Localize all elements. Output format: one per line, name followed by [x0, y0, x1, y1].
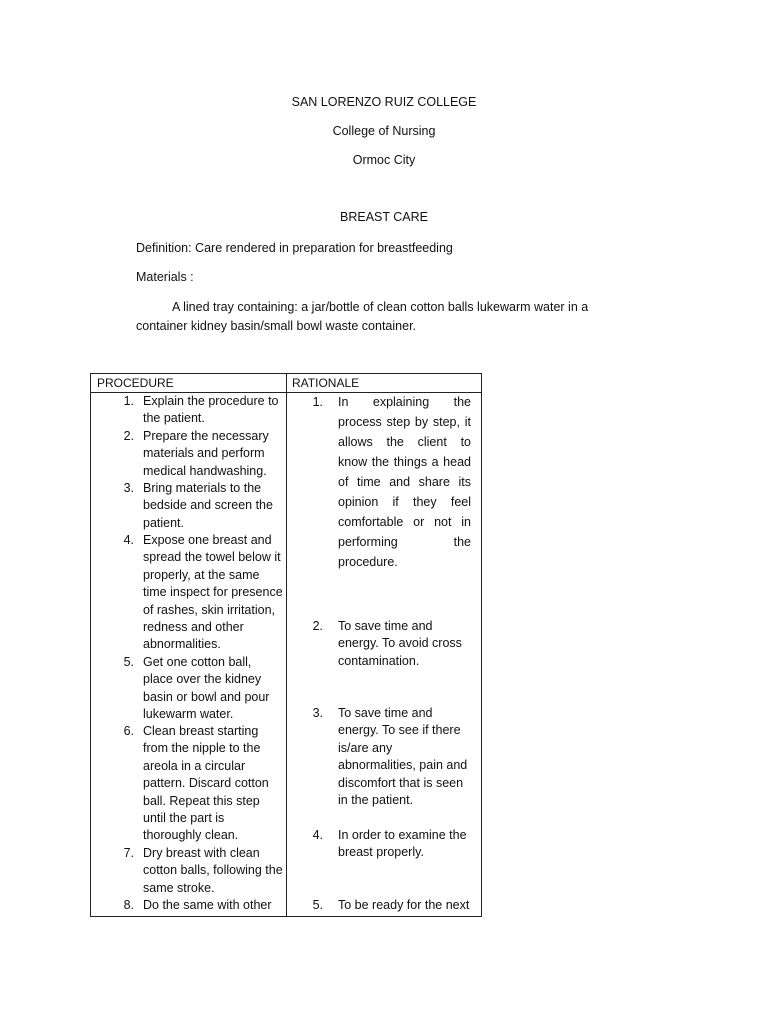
rationale-number: 3. — [312, 706, 323, 720]
rationale-number: 1. — [312, 395, 323, 409]
rationale-text: In order to examine the breast properly. — [338, 828, 467, 860]
city-name: Ormoc City — [352, 153, 416, 167]
procedure-table — [90, 373, 482, 917]
document-title: BREAST CARE — [340, 210, 428, 224]
procedure-number: 5. — [123, 655, 134, 669]
procedure-number: 8. — [123, 898, 134, 912]
rationale-text: To save time and energy. To avoid cross contamination. — [338, 619, 462, 668]
procedure-text: Get one cotton ball, place over the kidney basin or bowl and pour lukewarm water. — [143, 655, 270, 722]
procedure-number: 1. — [123, 394, 134, 408]
definition-text: Definition: Care rendered in preparation for breastfeeding — [136, 241, 453, 255]
rationale-text-last: procedure. — [338, 555, 398, 569]
procedure-number: 2. — [123, 429, 134, 443]
rationale-text-justified: In explaining the process step by step, it allows the client to know the things a head of time and share its opinion if they feel comfortable or not in performing the — [338, 395, 471, 549]
procedure-text: Dry breast with clean cotton balls, following the same stroke. — [143, 846, 283, 895]
procedure-number: 7. — [123, 846, 134, 860]
materials-text: A lined tray containing: a jar/bottle of clean cotton balls lukewarm water in a container kidney basin/small bowl waste container. — [136, 300, 589, 333]
procedure-text: Do the same with other — [143, 898, 272, 912]
rationale-text — [338, 392, 471, 572]
column-divider — [286, 374, 287, 916]
materials-paragraph — [136, 298, 636, 336]
procedure-text: Bring materials to the bedside and screen the patient. — [143, 481, 273, 530]
rationale-text: To save time and energy. To see if there is/are any abnormalities, pain and discomfort that is seen in the patient. — [338, 706, 468, 808]
procedure-number: 4. — [123, 533, 134, 547]
procedure-number: 6. — [123, 724, 134, 738]
school-name: SAN LORENZO RUIZ COLLEGE — [291, 95, 477, 109]
procedure-header: PROCEDURE — [97, 376, 174, 390]
materials-label: Materials : — [136, 270, 194, 284]
college-name: College of Nursing — [332, 124, 436, 138]
procedure-text: Expose one breast and spread the towel below it properly, at the same time inspect for presence of rashes, skin irritation, redness and other abnormalities. — [143, 533, 283, 652]
rationale-header: RATIONALE — [292, 376, 360, 390]
procedure-text: Clean breast starting from the nipple to the areola in a circular pattern. Discard cotton ball. Repeat this step until the part is thoroughly clean. — [143, 724, 269, 843]
procedure-text: Prepare the necessary materials and perform medical handwashing. — [143, 429, 269, 478]
rationale-text: To be ready for the next — [338, 898, 470, 912]
procedure-text: Explain the procedure to the patient. — [143, 394, 279, 426]
procedure-number: 3. — [123, 481, 134, 495]
rationale-number: 2. — [312, 619, 323, 633]
rationale-number: 5. — [312, 898, 323, 912]
rationale-number: 4. — [312, 828, 323, 842]
